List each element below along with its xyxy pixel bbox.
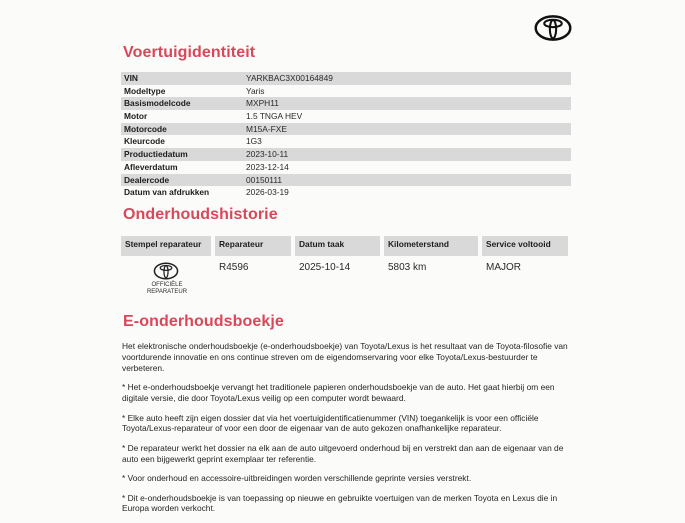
identity-row (121, 148, 571, 161)
identity-value: 00150111 (246, 174, 283, 185)
identity-row (121, 72, 571, 85)
service-value: MAJOR (486, 262, 521, 273)
paragraph: * Het e-onderhoudsboekje vervangt het traditionele papieren onderhoudsboekje van de auto. Het gaat hierbij om een digitale versie, die door Toyota/Lexus veilig op een computer wordt bewaard. (122, 382, 555, 404)
repairer-code: R4596 (219, 262, 249, 273)
header-mileage: Kilometerstand (384, 236, 478, 256)
identity-value: M15A-FXE (246, 123, 287, 134)
e-maintenance-book-title: E-onderhoudsboekje (123, 313, 284, 330)
header-repairer: Reparateur (215, 236, 291, 256)
identity-value: 2023-12-14 (246, 161, 289, 172)
identity-value: 1G3 (246, 136, 262, 147)
identity-label: Basismodelcode (124, 98, 191, 109)
identity-value: 2023-10-11 (246, 149, 289, 160)
identity-value: Yaris (246, 85, 265, 96)
repairer-stamp (121, 256, 211, 296)
paragraph: * De reparateur werkt het dossier na elk aan de auto uitgevoerd onderhoud bij en verstrekt dan aan de eigenaar van de auto een bijgewerkt geprint exemplaar ter referentie. (122, 442, 564, 464)
stamp-label: OFFICIËLE REPARATEUR (146, 282, 188, 295)
identity-value: 1.5 TNGA HEV (246, 111, 303, 122)
header-stamp: Stempel reparateur (121, 236, 211, 256)
vehicle-identity-title: Voertuigidentiteit (123, 44, 256, 61)
paragraph: * Elke auto heeft zijn eigen dossier dat via het voertuigidentificatienummer (VIN) toegankelijk is voor een officiële Toyota/Lexus-reparateur of voor een door de eigenaar van de auto gekozen onafhankelijke reparateur. (122, 412, 539, 434)
identity-label: Productiedatum (124, 149, 188, 160)
identity-label: Datum van afdrukken (124, 187, 210, 198)
task-date: 2025-10-14 (299, 262, 351, 273)
identity-row (121, 161, 571, 174)
identity-row (121, 135, 571, 148)
e-maintenance-book-text (122, 341, 572, 523)
identity-value: MXPH11 (246, 98, 279, 109)
header-date: Datum taak (295, 236, 380, 256)
identity-row (121, 123, 571, 136)
paragraph: * Dit e-onderhoudsboekje is van toepassing op nieuwe en gebruikte voertuigen van de merken Toyota en Lexus die in Europa worden verkocht. (122, 492, 558, 514)
identity-label: Motor (124, 111, 148, 122)
toyota-logo-icon (534, 14, 572, 42)
history-header-row (121, 236, 572, 256)
vehicle-identity-table (121, 72, 571, 199)
identity-label: Modeltype (124, 85, 166, 96)
paragraph: * Voor onderhoud en accessoire-uitbreidingen worden verschillende geprinte versies verstrekt. (122, 473, 472, 484)
identity-row (121, 174, 571, 187)
paragraph: Het elektronische onderhoudsboekje (e-onderhoudsboekje) van Toyota/Lexus is het resultaat van de Toyota-filosofie van voortdurende innovatie en ons continue streven om de eigendomservaring voor elke Toyota/Lexus-bestuurder te verbeteren. (122, 341, 568, 373)
identity-row (121, 97, 571, 110)
header-service: Service voltooid (482, 236, 568, 256)
identity-row (121, 85, 571, 98)
identity-label: Motorcode (124, 123, 167, 134)
maintenance-history-table (121, 236, 572, 296)
maintenance-history-title: Onderhoudshistorie (123, 206, 278, 223)
identity-row (121, 186, 571, 199)
mileage-value: 5803 km (388, 262, 427, 273)
identity-label: Kleurcode (124, 136, 165, 147)
identity-value: YARKBAC3X00164849 (246, 73, 333, 83)
identity-label: Afleverdatum (124, 161, 178, 172)
identity-row (121, 110, 571, 123)
identity-label: VIN (124, 73, 138, 83)
history-row (121, 256, 572, 296)
identity-value: 2026-03-19 (246, 187, 289, 198)
identity-label: Dealercode (124, 174, 170, 185)
toyota-stamp-icon (153, 262, 179, 280)
